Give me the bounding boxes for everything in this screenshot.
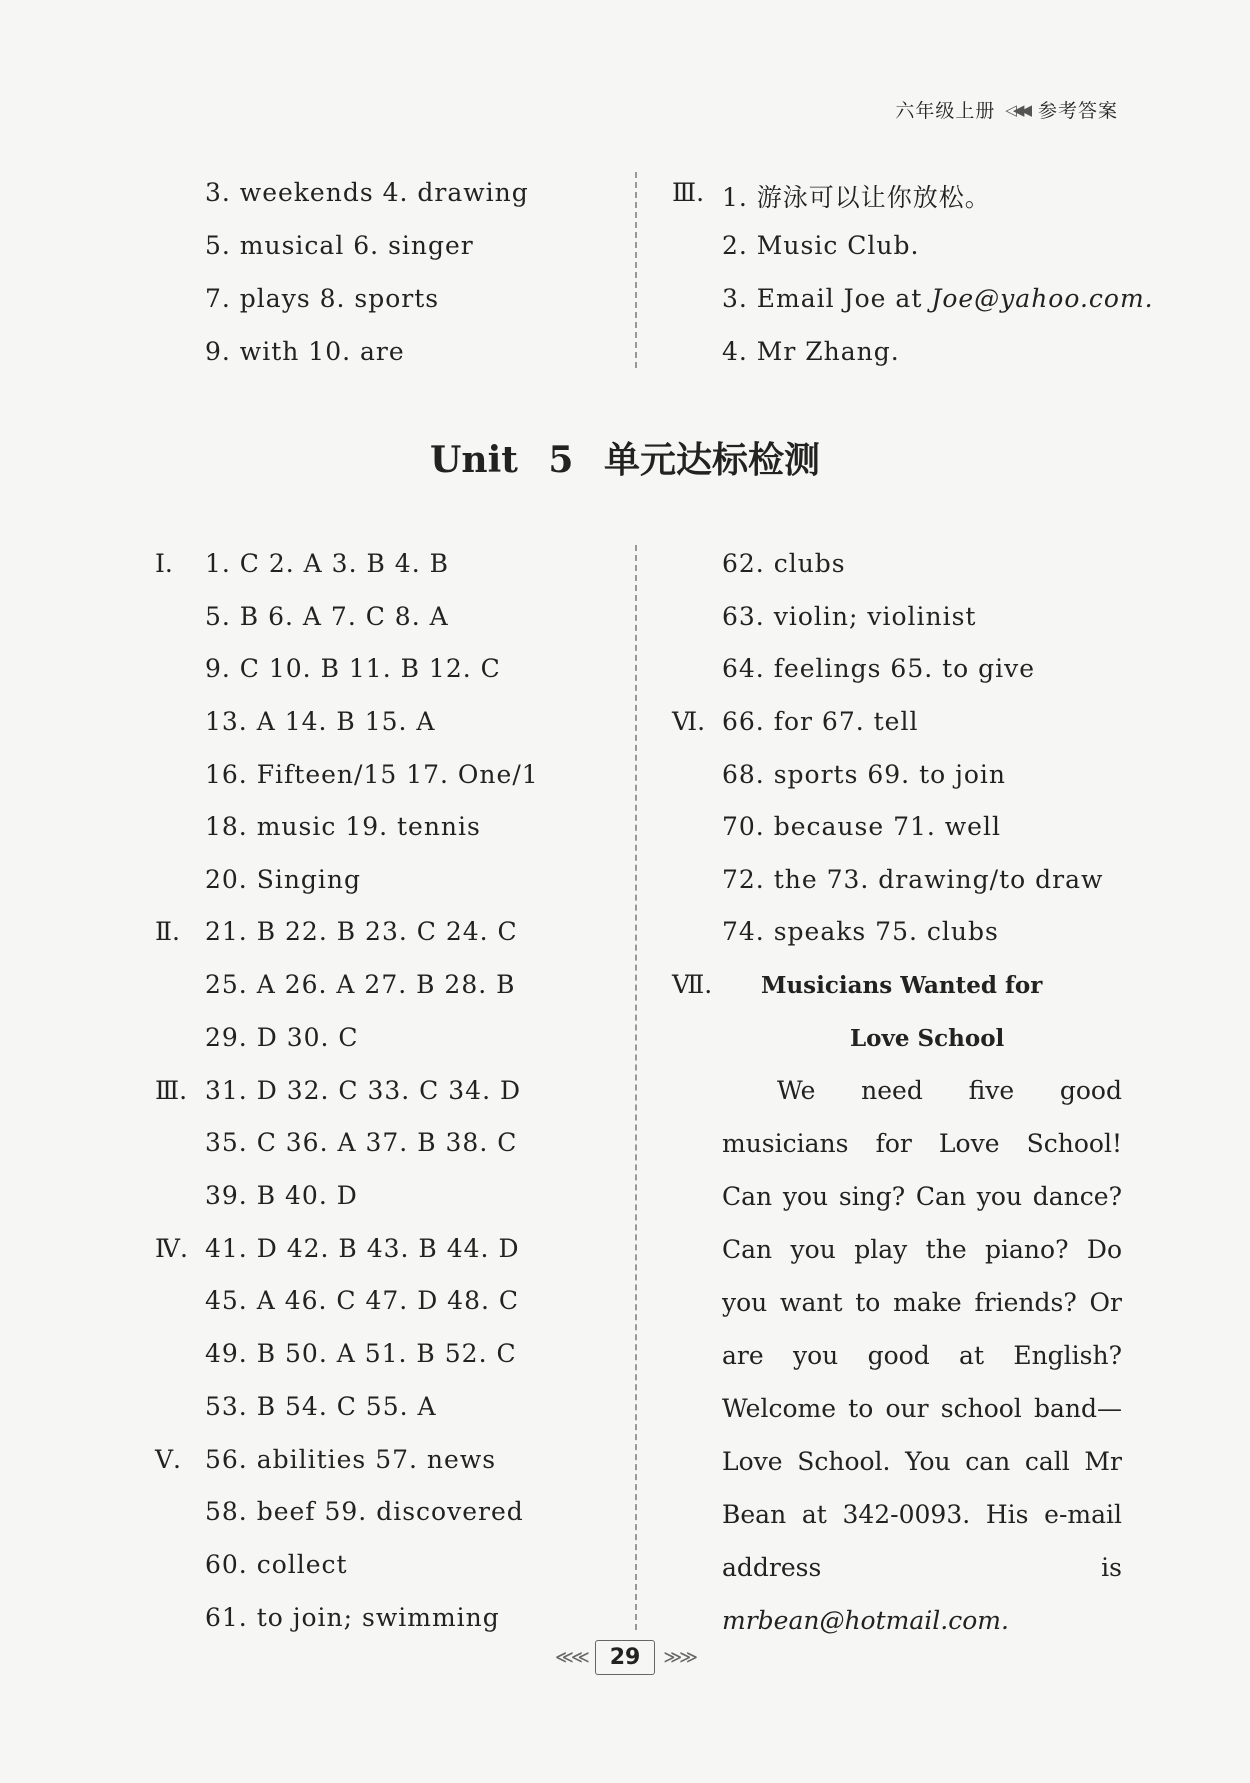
answer-line: 45. A 46. C 47. D 48. C	[205, 1286, 520, 1315]
answer-line: 18. music 19. tennis	[205, 812, 481, 841]
grade-label: 六年级上册	[895, 100, 996, 122]
answer-line: 9. with 10. are	[205, 337, 405, 366]
unit-title: Unit 5 单元达标检测	[430, 439, 820, 481]
answer-line: 1. C 2. A 3. B 4. B	[205, 549, 449, 578]
answer-line: 5. B 6. A 7. C 8. A	[205, 602, 449, 631]
right-chevrons-icon: ≫≫	[663, 1647, 695, 1668]
answer-line: 39. B 40. D	[205, 1181, 358, 1210]
writing-passage	[722, 1064, 1122, 1647]
triple-arrow-icon: ◁◀◀	[1005, 100, 1028, 119]
section-numeral: Ⅱ.	[155, 917, 180, 946]
answer-line: 70. because 71. well	[722, 812, 1001, 841]
answer-line: 60. collect	[205, 1550, 348, 1579]
answer-line: 5. musical 6. singer	[205, 231, 474, 260]
answer-line: 3. weekends 4. drawing	[205, 178, 529, 207]
answer-line: 41. D 42. B 43. B 44. D	[205, 1234, 520, 1263]
answer-line: 58. beef 59. discovered	[205, 1497, 524, 1526]
section-numeral: Ⅶ.	[672, 970, 713, 999]
answer-line: 20. Singing	[205, 865, 362, 894]
answer-line: 72. the 73. drawing/to draw	[722, 865, 1104, 894]
passage-body: We need five good musicians for Love School! Can you sing? Can you dance? Can you play the piano? Do you want to make friends? Or are you good at English? Welcome to our school band—Love School. You can call Mr Bean at 342-0093. His e-mail address is	[722, 1076, 1122, 1582]
answer-line: 13. A 14. B 15. A	[205, 707, 436, 736]
answer-line: 56. abilities 57. news	[205, 1445, 497, 1474]
section-numeral: Ⅴ.	[155, 1445, 182, 1474]
answer-line: 49. B 50. A 51. B 52. C	[205, 1339, 517, 1368]
section-numeral: Ⅲ.	[672, 178, 705, 207]
answer-line: 2. Music Club.	[722, 231, 920, 260]
answer-line: 68. sports 69. to join	[722, 760, 1007, 789]
answer-line: 21. B 22. B 23. C 24. C	[205, 917, 518, 946]
answer-line	[722, 284, 1154, 313]
passage-title: Love School	[850, 1025, 1005, 1052]
section-numeral: Ⅵ.	[672, 707, 706, 736]
answer-line: 25. A 26. A 27. B 28. B	[205, 970, 516, 999]
answer-text: 3. Email Joe at	[722, 284, 932, 313]
passage-title: Musicians Wanted for	[761, 972, 1043, 999]
answer-line: 53. B 54. C 55. A	[205, 1392, 437, 1421]
left-chevrons-icon: ≪≪	[555, 1647, 587, 1668]
answer-line: 62. clubs	[722, 549, 846, 578]
email-address: mrbean@hotmail.com.	[722, 1606, 1009, 1635]
section-label: 参考答案	[1037, 100, 1118, 122]
section-numeral: Ⅰ.	[155, 549, 173, 578]
section-numeral: Ⅳ.	[155, 1234, 188, 1263]
answer-line: 31. D 32. C 33. C 34. D	[205, 1076, 522, 1105]
answer-line: 9. C 10. B 11. B 12. C	[205, 654, 501, 683]
email-address: Joe@yahoo.com.	[931, 284, 1154, 313]
answer-line: 66. for 67. tell	[722, 707, 919, 736]
column-divider	[635, 172, 637, 368]
page-number	[0, 1640, 1250, 1675]
page-number-value: 29	[595, 1640, 656, 1675]
section-numeral: Ⅲ.	[155, 1076, 188, 1105]
answer-line: 29. D 30. C	[205, 1023, 359, 1052]
answer-line: 61. to join; swimming	[205, 1603, 500, 1632]
answer-line: 4. Mr Zhang.	[722, 337, 900, 366]
answer-line: 63. violin; violinist	[722, 602, 977, 631]
answer-line: 1. 游泳可以让你放松。	[722, 183, 991, 212]
answer-line: 74. speaks 75. clubs	[722, 917, 999, 946]
page-header	[895, 96, 1118, 123]
answer-line: 64. feelings 65. to give	[722, 654, 1036, 683]
answer-line: 7. plays 8. sports	[205, 284, 440, 313]
answer-line: 35. C 36. A 37. B 38. C	[205, 1128, 518, 1157]
answer-line: 16. Fifteen/15 17. One/1	[205, 760, 539, 789]
column-divider	[635, 545, 637, 1630]
